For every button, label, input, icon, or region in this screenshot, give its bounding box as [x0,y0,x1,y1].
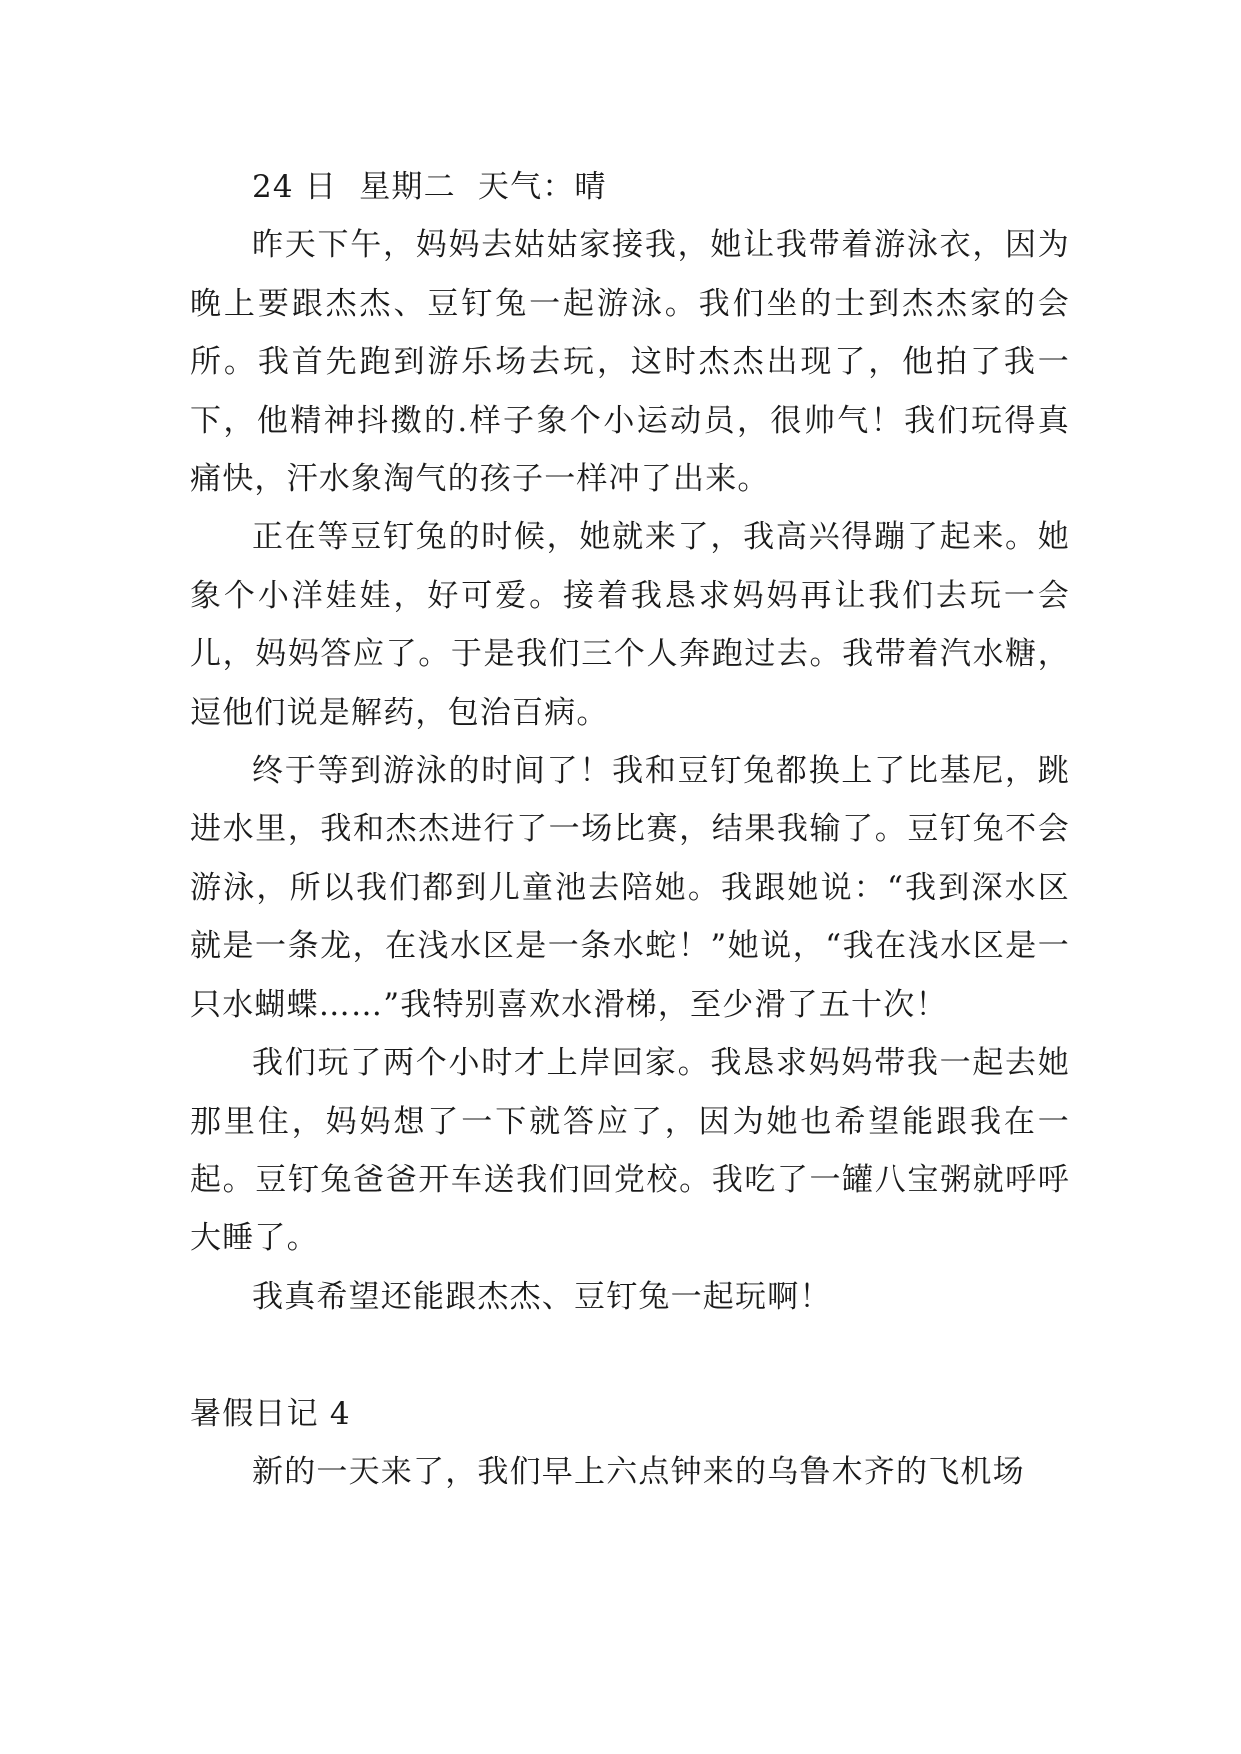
paragraph-next: 新的一天来了，我们早上六点钟来的乌鲁木齐的飞机场 [252,1453,1025,1490]
diary-text [190,158,1070,1501]
paragraph-4: 我们玩了两个小时才上岸回家。我恳求妈妈带我一起去她那里住，妈妈想了一下就答应了，因为她也希望能跟我在一起。豆钉兔爸爸开车送我们回党校。我吃了一罐八宝粥就呼呼大睡了。 [190,1045,1070,1257]
section-heading: 暑假日记 4 [190,1395,351,1432]
paragraph-1: 昨天下午，妈妈去姑姑家接我，她让我带着游泳衣，因为晚上要跟杰杰、豆钉兔一起游泳。我们坐的士到杰杰家的会所。我首先跑到游乐场去玩，这时杰杰出现了，他拍了我一下，他精神抖擞的.样子象个小运动员，很帅气！我们玩得真痛快，汗水象淘气的孩子一样冲了出来。 [190,227,1070,498]
section-spacer [190,1326,1070,1384]
paragraph-5: 我真希望还能跟杰杰、豆钉兔一起玩啊！ [252,1278,832,1315]
date-weather-line: 24 日 星期二 天气：晴 [252,169,607,205]
paragraph-2: 正在等豆钉兔的时候，她就来了，我高兴得蹦了起来。她象个小洋娃娃，好可爱。接着我恳求妈妈再让我们去玩一会儿，妈妈答应了。于是我们三个人奔跑过去。我带着汽水糖，逗他们说是解药，包治百病。 [190,519,1070,731]
paragraph-3: 终于等到游泳的时间了！我和豆钉兔都换上了比基尼，跳进水里，我和杰杰进行了一场比赛，结果我输了。豆钉兔不会游泳，所以我们都到儿童池去陪她。我跟她说：“我到深水区就是一条龙，在浅水区是一条水蛇！”她说，“我在浅水区是一只水蝴蝶……”我特别喜欢水滑梯，至少滑了五十次！ [190,753,1070,1023]
